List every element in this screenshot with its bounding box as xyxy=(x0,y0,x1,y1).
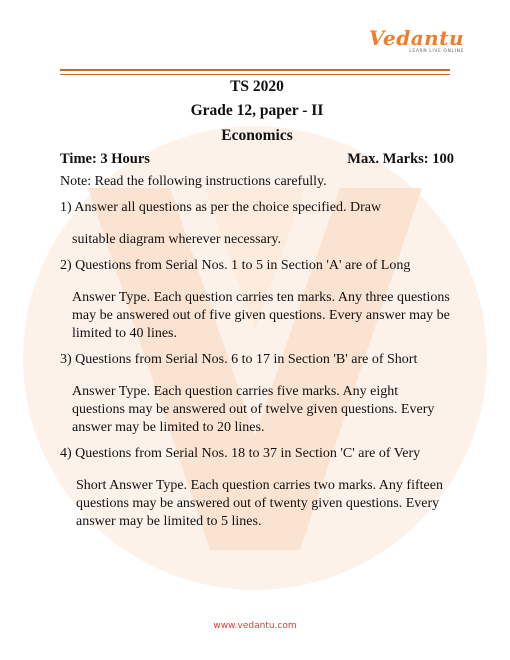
header-rule-thin xyxy=(60,74,450,75)
exam-title: TS 2020 xyxy=(230,78,284,95)
exam-max-marks: Max. Marks: 100 xyxy=(347,151,454,167)
exam-meta-row xyxy=(60,151,454,168)
instruction-first-line: 2) Questions from Serial Nos. 1 to 5 in Section 'A' are of Long xyxy=(60,258,411,273)
footer-url[interactable]: www.vedantu.com xyxy=(213,621,297,631)
instruction-item xyxy=(60,257,454,343)
instruction-continuation: suitable diagram wherever necessary. xyxy=(72,232,281,247)
instruction-first-line: 4) Questions from Serial Nos. 18 to 37 in Section 'C' are of Very xyxy=(60,446,421,461)
exam-time: Time: 3 Hours xyxy=(60,151,150,167)
instructions-note: Note: Read the following instructions carefully. xyxy=(60,174,327,189)
logo-wordmark: Vedantu xyxy=(368,26,464,50)
header-rule-thick xyxy=(60,69,450,71)
instruction-continuation: Answer Type. Each question carries five marks. Any eight questions may be answered out of twelve given questions. Every answer may be limited to 20 lines. xyxy=(72,384,435,435)
exam-subject: Economics xyxy=(221,127,293,144)
instruction-first-line: 1) Answer all questions as per the choice specified. Draw xyxy=(60,200,382,215)
instruction-item xyxy=(60,445,454,531)
instruction-item xyxy=(60,199,454,249)
logo-tagline: LEARN LIVE ONLINE xyxy=(409,49,464,54)
instruction-continuation: Short Answer Type. Each question carries two marks. Any fifteen questions may be answered out of twenty given questions. Every answer may be limited to 5 lines. xyxy=(76,478,443,529)
vedantu-logo xyxy=(369,28,464,54)
instruction-continuation: Answer Type. Each question carries ten marks. Any three questions may be answered out of five given questions. Every answer may be limited to 40 lines. xyxy=(72,290,450,341)
document-body xyxy=(60,76,454,531)
instruction-first-line: 3) Questions from Serial Nos. 6 to 17 in Section 'B' are of Short xyxy=(60,352,418,367)
exam-subtitle: Grade 12, paper - II xyxy=(190,102,324,119)
instruction-item xyxy=(60,351,454,437)
